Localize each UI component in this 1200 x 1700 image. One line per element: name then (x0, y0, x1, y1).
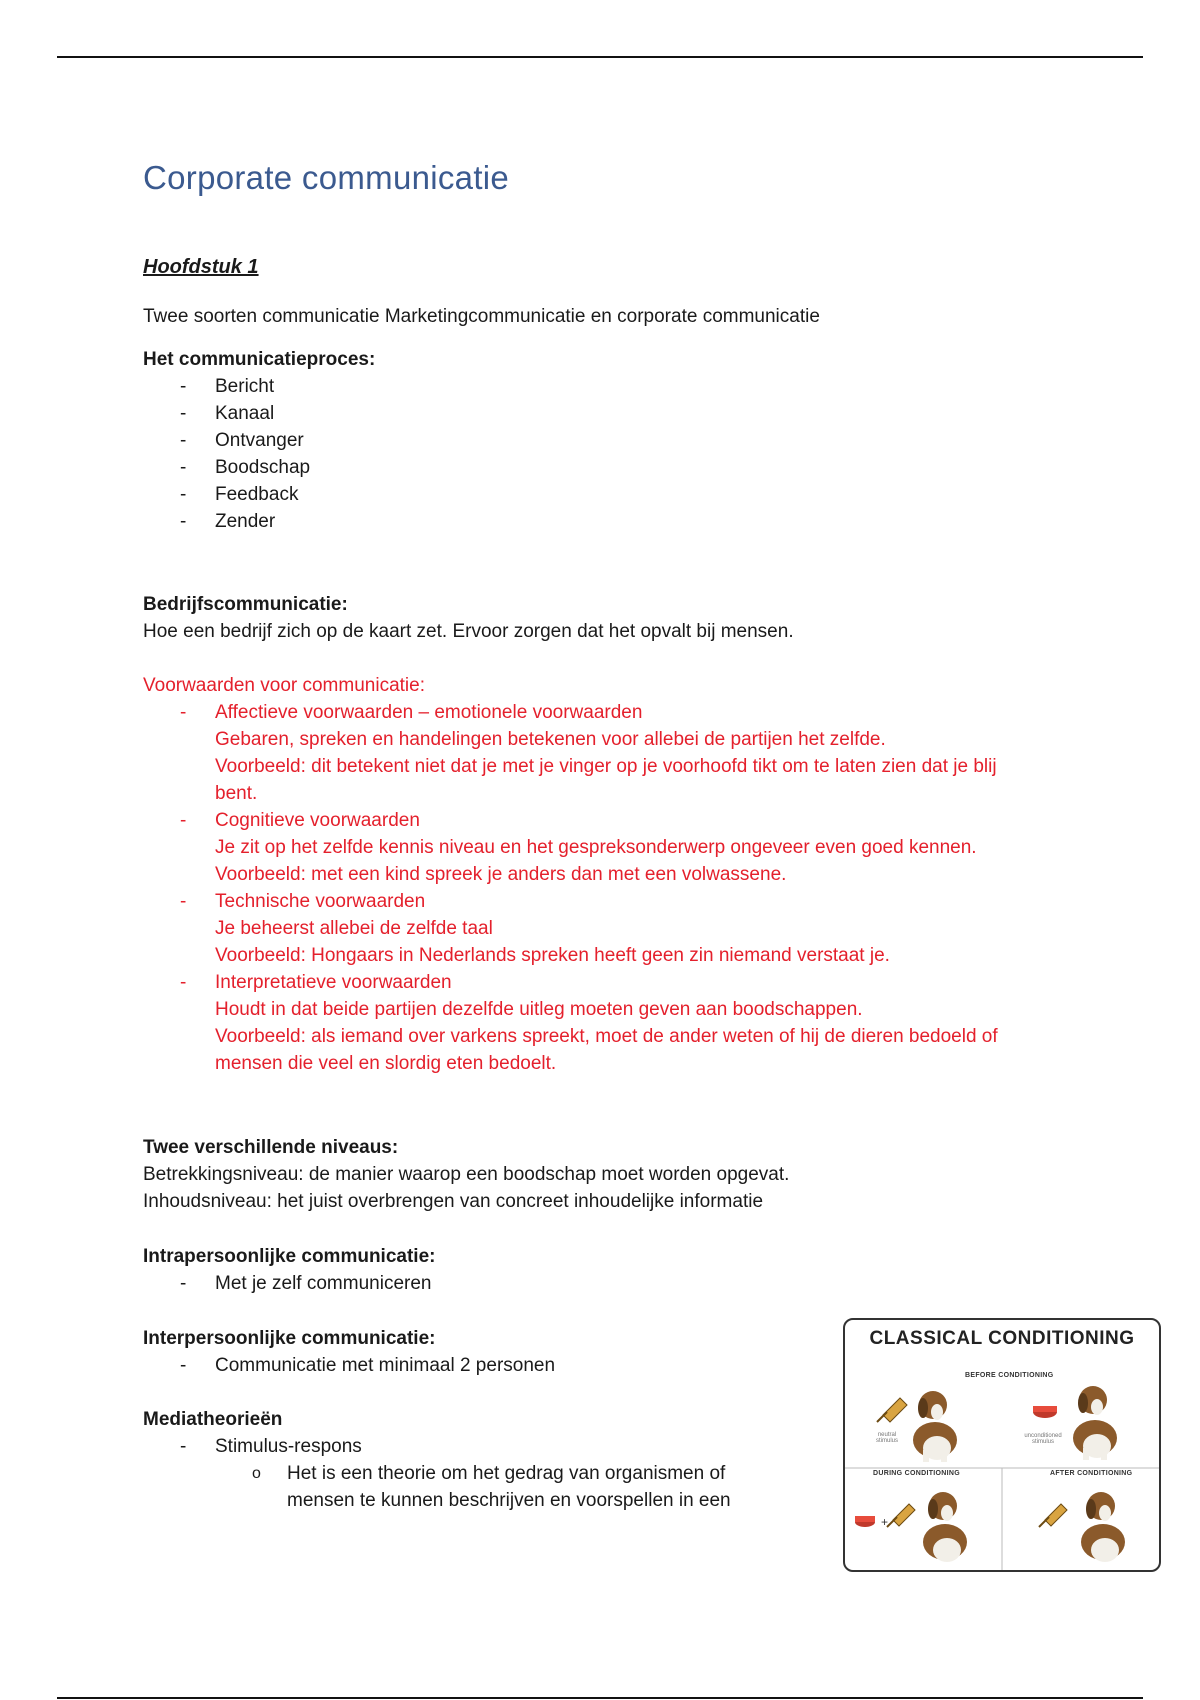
levels-line: Inhoudsniveau: het juist overbrengen van concreet inhoudelijke informatie (143, 1191, 764, 1212)
list-item: - Communicatie met minimaal 2 personen (143, 1352, 823, 1379)
levels-section (143, 1134, 1063, 1215)
bell-icon (887, 1504, 915, 1527)
intra-section (143, 1243, 1063, 1297)
media-subitem-line: mensen te kunnen beschrijven en voorspellen in een (287, 1490, 731, 1511)
dog-icon (913, 1391, 957, 1462)
media-heading: Mediatheorieën (143, 1409, 283, 1430)
conditioning-illustration (845, 1320, 1159, 1570)
bell-icon (1039, 1504, 1067, 1527)
company-text: Hoe een bedrijf zich op de kaart zet. Ervoor zorgen dat het opvalt bij mensen. (143, 621, 794, 642)
figure-title: CLASSICAL CONDITIONING (869, 1328, 1135, 1349)
list-item: - Stimulus-respons (143, 1433, 823, 1460)
condition-line: Je beheerst allebei de zelfde taal (215, 918, 493, 939)
unconditioned-stimulus-label: unconditioned stimulus (1024, 1433, 1062, 1445)
header-rule (57, 56, 1143, 58)
media-sublist (143, 1460, 823, 1514)
list-item: - Feedback (143, 481, 1063, 508)
dog-icon (1081, 1492, 1125, 1562)
intro-text: Twee soorten communicatie Marketingcommunicatie en corporate communicatie (143, 306, 820, 327)
document-title: Corporate communicatie (143, 159, 510, 196)
inter-section (143, 1325, 823, 1379)
food-bowl-icon (855, 1516, 875, 1527)
condition-line: Voorbeeld: Hongaars in Nederlands spreken heeft geen zin niemand verstaat je. (215, 945, 890, 966)
process-section (143, 346, 1063, 535)
media-subitem-line: Het is een theorie om het gedrag van organismen of (287, 1463, 726, 1484)
food-bowl-icon (1033, 1406, 1057, 1418)
condition-line: Voorbeeld: dit betekent niet dat je met je vinger op je voorhoofd tikt om te laten zien dat je blij bent. (215, 756, 997, 804)
condition-line: Voorbeeld: als iemand over varkens spreekt, moet de ander weten of hij de dieren bedoeld of mensen die veel en slordig eten bedoelt. (215, 1026, 998, 1074)
circle-bullet-icon: o (252, 1465, 261, 1482)
list-item: - Boodschap (143, 454, 1063, 481)
list-item: - Met je zelf communiceren (143, 1270, 1063, 1297)
condition-line: Houdt in dat beide partijen dezelfde uitleg moeten geven aan boodschappen. (215, 999, 863, 1020)
dog-icon (1073, 1386, 1117, 1460)
condition-title: - Affectieve voorwaarden – emotionele voorwaarden (215, 702, 643, 723)
media-section (143, 1406, 823, 1514)
condition-line: Je zit op het zelfde kennis niveau en het gespreksonderwerp ongeveer even goed kennen. (215, 837, 977, 858)
condition-title: - Interpretatieve voorwaarden (215, 972, 452, 993)
intra-heading: Intrapersoonlijke communicatie: (143, 1246, 436, 1267)
condition-line: Gebaren, spreken en handelingen betekenen voor allebei de partijen het zelfde. (215, 729, 886, 750)
during-label: DURING CONDITIONING (873, 1470, 960, 1477)
inter-heading: Interpersoonlijke communicatie: (143, 1328, 436, 1349)
dog-icon (923, 1492, 967, 1562)
media-list (143, 1433, 823, 1460)
levels-heading: Twee verschillende niveaus: (143, 1137, 399, 1158)
list-item (143, 969, 1063, 1077)
levels-line: Betrekkingsniveau: de manier waarop een boodschap moet worden opgevat. (143, 1164, 790, 1185)
condition-title: - Cognitieve voorwaarden (215, 810, 420, 831)
list-item: - Ontvanger (143, 427, 1063, 454)
neutral-stimulus-label: neutral stimulus (875, 1432, 898, 1444)
after-label: AFTER CONDITIONING (1050, 1470, 1133, 1477)
classical-conditioning-figure (843, 1318, 1161, 1572)
list-item: - Zender (143, 508, 1063, 535)
company-heading: Bedrijfscommunicatie: (143, 594, 348, 615)
condition-line: Voorbeeld: met een kind spreek je anders dan met een volwassene. (215, 864, 787, 885)
company-section (143, 591, 1063, 645)
list-item (215, 1460, 823, 1514)
footer-rule (57, 1697, 1143, 1699)
list-item: - Kanaal (143, 400, 1063, 427)
conditions-section (143, 672, 1063, 1077)
condition-title: - Technische voorwaarden (215, 891, 426, 912)
conditions-heading: Voorwaarden voor communicatie: (143, 675, 425, 696)
list-item: - Bericht (143, 373, 1063, 400)
list-item (143, 699, 1063, 807)
inter-list (143, 1352, 823, 1379)
bell-icon (877, 1398, 907, 1422)
process-list (143, 373, 1063, 535)
plus-sign: + (881, 1515, 889, 1529)
list-item (143, 807, 1063, 888)
process-heading: Het communicatieproces: (143, 349, 376, 370)
list-item (143, 888, 1063, 969)
conditions-list (143, 699, 1063, 1077)
chapter-heading: Hoofdstuk 1 (143, 256, 259, 278)
before-label: BEFORE CONDITIONING (965, 1372, 1054, 1379)
intra-list (143, 1270, 1063, 1297)
